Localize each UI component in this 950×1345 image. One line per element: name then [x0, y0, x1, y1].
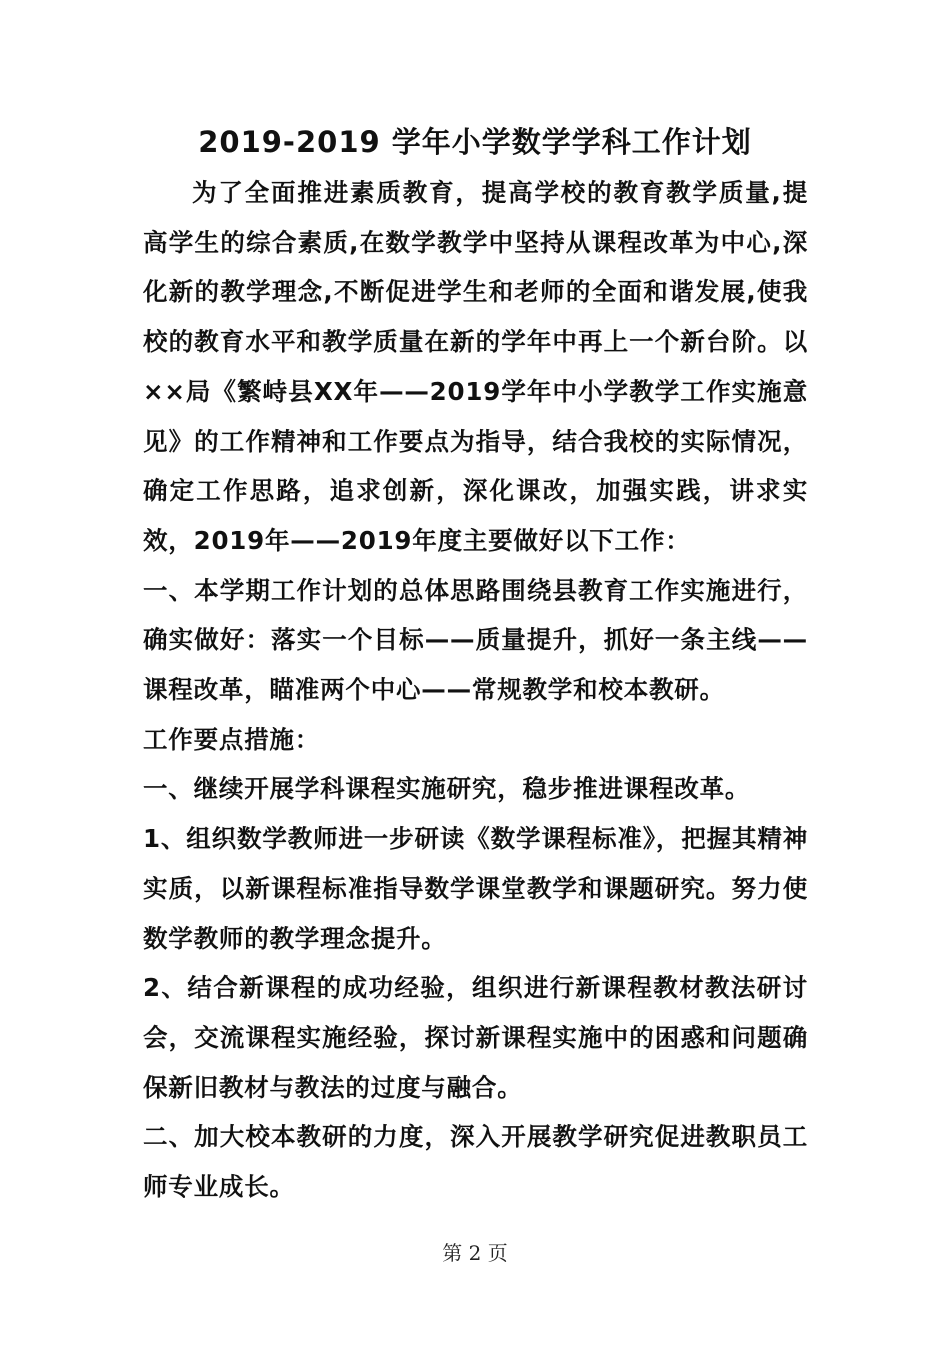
paragraph-intro: 为了全面推进素质教育，提高学校的教育教学质量,提高学生的综合素质,在数学教学中坚持从课程改革为中心,深化新的教学理念,不断促进学生和老师的全面和谐发展,使我校的教育水平和教学质量在新的学年中再上一个新台阶。以××局《繁峙县XX年——2019学年中小学教学工作实施意见》的工作精神和工作要点为指导，结合我校的实际情况，确定工作思路，追求创新，深化课改，加强实践，讲求实效，2019年——2019年度主要做好以下工作：	[143, 178, 808, 555]
paragraph-section-two: 二、加大校本教研的力度，深入开展教学研究促进教职员工师专业成长。	[143, 1122, 808, 1202]
page-number-footer: 第 2 页	[442, 1241, 508, 1265]
paragraph-overall-plan: 一、本学期工作计划的总体思路围绕县教育工作实施进行，确实做好：落实一个目标——质量提升，抓好一条主线——课程改革，瞄准两个中心——常规教学和校本教研。	[143, 575, 808, 705]
paragraph-section-one: 一、继续开展学科课程实施研究，稳步推进课程改革。	[143, 774, 751, 804]
document-body	[143, 168, 808, 1212]
paragraph-item-one: 1、组织数学教师进一步研读《数学课程标准》，把握其精神实质，以新课程标准指导数学课堂教学和课题研究。努力使数学教师的教学理念提升。	[143, 824, 808, 953]
paragraph-key-measures-heading: 工作要点措施：	[143, 724, 321, 754]
paragraph-item-two: 2、结合新课程的成功经验，组织进行新课程教材教法研讨会，交流课程实施经验，探讨新课程实施中的困惑和问题确保新旧教材与教法的过度与融合。	[143, 973, 808, 1102]
document-title: 2019-2019 学年小学数学学科工作计划	[198, 125, 752, 159]
